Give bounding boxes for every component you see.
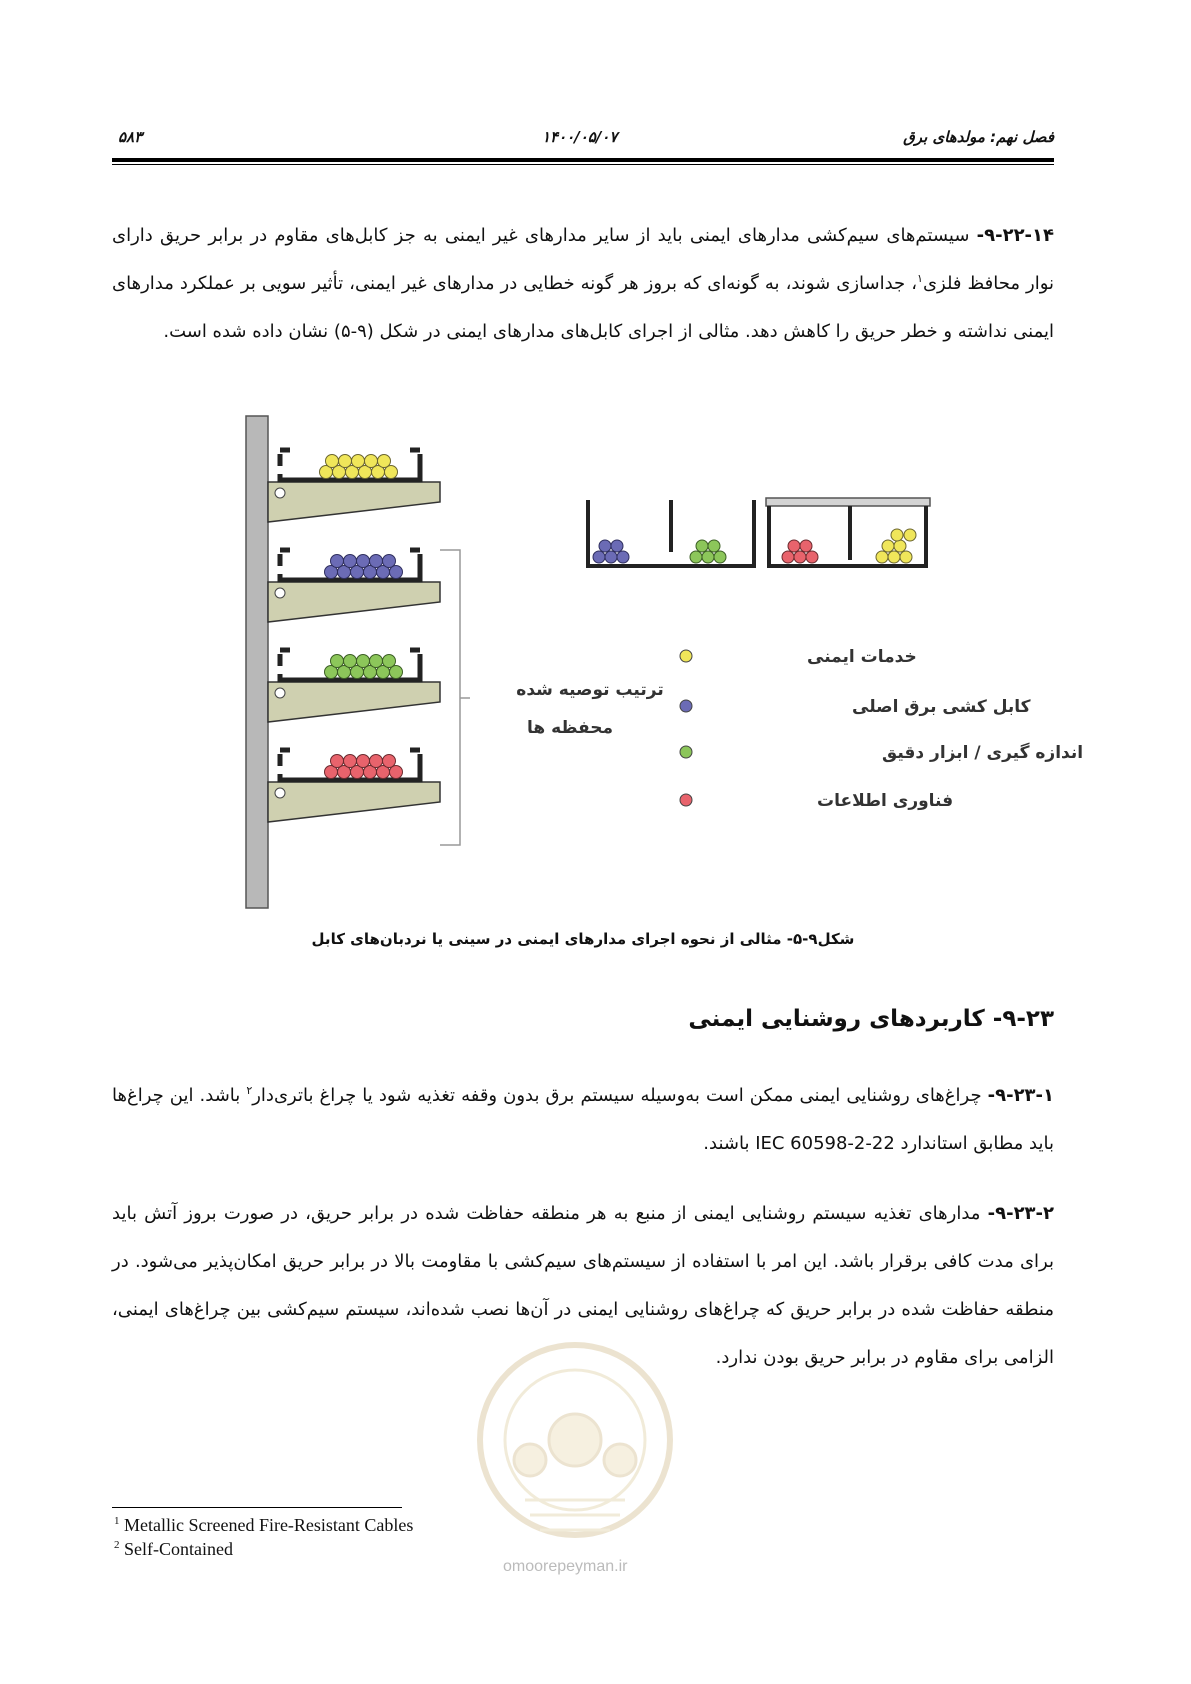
clause-number: ۹-۲۲-۱۴- (976, 225, 1054, 246)
footnote-1 (114, 1515, 413, 1536)
page-number: ۵۸۳ (118, 128, 143, 146)
paragraph-text: چراغ‌های روشنایی ایمنی ممکن است به‌وسیله سیستم برق بدون وقفه تغذیه شود یا چراغ باتری‌دار (252, 1085, 988, 1106)
chapter-title: فصل نهم: مولدهای برق (903, 128, 1054, 146)
legend-swatch-safety (680, 650, 692, 662)
clause-number: ۹-۲۳-۱- (987, 1085, 1054, 1106)
legend-swatch-main-power (680, 700, 692, 712)
footnote-number: 2 (114, 1539, 120, 1551)
header-rule-thin (112, 164, 1054, 165)
support-post (246, 416, 268, 908)
footnote-ref[interactable]: ۲ (246, 1084, 253, 1097)
tray-instrumentation (268, 650, 440, 722)
clause-number: ۹-۲۳-۲- (987, 1203, 1054, 1224)
tray-information-technology (268, 750, 440, 822)
paragraph-text: سیستم‌های سیم‌کشی مدارهای ایمنی باید از سایر مدارهای غیر ایمنی به جز کابل‌های مقاوم در برابر حریق دارای نوار محافظ فلزی (112, 225, 1055, 294)
legend-label-instrumentation: اندازه گیری / ابزار دقیق (882, 743, 1084, 763)
tray-safety-services (268, 450, 440, 522)
paragraph-text: ، جداسازی شوند، به گونه‌ای که بروز هر گونه خطایی در مدارهای غیر ایمنی، تأثیر سویی بر عملکرد مدارهای ایمنی نداشته و خطر حریق را کاهش دهد. مثالی از اجرای کابل‌های مدارهای ایمنی در شکل (۹-۵) نشان داده شده است. (112, 273, 1054, 342)
bracket (440, 550, 460, 845)
legend (680, 647, 1083, 811)
legend-swatch-it (680, 794, 692, 806)
tray-main-power (268, 550, 440, 622)
bracket-label-line1: ترتیب توصیه شده (516, 680, 664, 700)
footnote-text: Metallic Screened Fire-Resistant Cables (124, 1515, 414, 1535)
figure-caption: شکل۹-۵- مثالی از نحوه اجرای مدارهای ایمنی در سینی یا نردبان‌های کابل (311, 930, 855, 948)
footnote-2 (114, 1539, 233, 1560)
legend-label-it: فناوری اطلاعات (817, 791, 954, 811)
bracket-label-line2: محفظه ها (527, 718, 613, 738)
legend-label-main-power: کابل کشی برق اصلی (852, 697, 1031, 717)
legend-label-safety: خدمات ایمنی (807, 647, 917, 667)
publisher-watermark-logo (470, 1330, 680, 1590)
paragraph-9-22-14 (112, 212, 1054, 356)
paragraph-text: مدارهای تغذیه سیستم روشنایی ایمنی از منبع به هر منطقه حفاظت شده در برابر حریق، در صورت بروز آتش باید برای مدت کافی برقرار باشد. این امر با استفاده از سیستم‌های سیم‌کشی با مقاومت بالا در برابر حریق امکان‌پذیر می‌شود. در منطقه حفاظت شده در برابر حریق که چراغ‌های روشنایی ایمنی در آن‌ها نصب شده‌اند، سیستم سیم‌کشی بین چراغ‌های ایمنی، الزامی برای مقاوم در برابر حریق بودن ندارد. (112, 1203, 1054, 1368)
footnote-text: Self-Contained (124, 1539, 233, 1559)
watermark-url: omoorepeyman.ir (503, 1558, 628, 1575)
footnote-ref[interactable]: ۱ (917, 272, 923, 285)
segregated-trunking (588, 500, 754, 566)
covered-trunking (766, 498, 930, 566)
header-date: ۱۴۰۰/۰۵/۰۷ (542, 128, 618, 146)
section-heading: ۹-۲۳- کاربردهای روشنایی ایمنی (688, 1006, 1054, 1032)
page-header (112, 118, 1054, 158)
footnote-number: 1 (114, 1515, 120, 1527)
paragraph-text: باشد. این چراغ‌ها باید مطابق استاندارد IEC 60598-2-22 باشند. (112, 1085, 1054, 1154)
paragraph-9-23-1 (112, 1072, 1054, 1168)
cable-tray-figure (240, 410, 1084, 910)
header-rule-thick (112, 158, 1054, 162)
legend-swatch-instrumentation (680, 746, 692, 758)
footnote-rule (112, 1507, 402, 1508)
